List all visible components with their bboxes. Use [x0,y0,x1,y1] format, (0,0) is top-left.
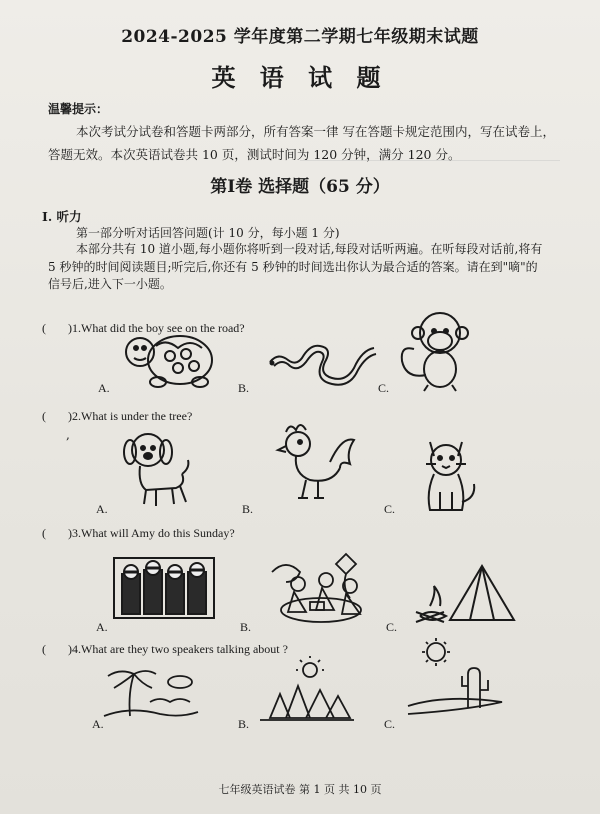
answer-paren-open[interactable]: ( [42,321,46,335]
answer-paren-close: ) [68,642,72,656]
dog-icon [116,428,196,514]
monkey-icon [392,305,482,395]
question-text: 4.What are they two speakers talking about ? [72,642,288,656]
option-c[interactable]: C. [384,502,396,516]
subject-title: 英 语 试 题 [211,63,389,92]
question-2 [42,409,192,424]
answer-paren-open[interactable]: ( [42,409,46,423]
option-a[interactable]: A. [92,717,104,731]
option-c[interactable]: C. [386,620,398,634]
answer-paren-close: ) [68,321,72,335]
turtle-icon [120,318,220,390]
option-b[interactable]: B. [238,381,250,395]
tips-text: 本次考试分试卷和答题卡两部分，所有答案一律 写在答题卡规定范围内，写在试卷上，答题无效。本次英语试卷共 10 页，测试时间为 120 分钟，满分 120 分。 [48,124,555,162]
camping-icon [410,556,520,628]
question-3 [42,526,235,541]
answer-paren-open[interactable]: ( [42,642,46,656]
question-4 [42,642,288,657]
forest-icon [256,656,356,724]
answer-paren-close: ) [68,409,72,423]
option-b[interactable]: B. [242,502,254,516]
exam-title: 2024-2025 学年度第二学期七年级期末试题 [121,27,479,47]
cat-icon [416,432,486,516]
section-subtitle: 第一部分听对话回答问题(计 10 分，每小题 1 分) [76,226,340,240]
option-a[interactable]: A. [96,620,108,634]
page-footer: 七年级英语试卷 第 1 页 共 10 页 [218,783,382,796]
tips-label: 温馨提示： [48,102,109,116]
question-text: 1.What did the boy see on the road? [72,321,245,335]
option-a[interactable]: A. [96,502,108,516]
option-c[interactable]: C. [384,717,396,731]
option-b[interactable]: B. [238,717,250,731]
cinema-icon [110,552,220,624]
question-text: 2.What is under the tree? [72,409,193,423]
answer-paren-close: ) [68,526,72,540]
pen-mark: , [66,428,70,442]
section-title: Ⅰ. 听力 [42,209,82,224]
question-text: 3.What will Amy do this Sunday? [72,526,235,540]
section-instructions: 本部分共有 10 道小题,每小题你将听到一段对话,每段对话听两遍。在听每段对话前,将有 5 秒钟的时间阅读题目;听完后,你还有 5 秒钟的时间选出你认为最合适的答案。请在到"嘀"的信号后,进入下一小题。 [48,242,543,291]
option-b[interactable]: B. [240,620,252,634]
picnic-icon [266,548,376,628]
desert-icon [406,638,506,724]
beach-icon [100,662,200,724]
answer-paren-open[interactable]: ( [42,526,46,540]
snake-icon [262,330,382,390]
option-a[interactable]: A. [98,381,110,395]
rooster-icon [270,418,360,506]
option-c[interactable]: C. [378,381,390,395]
part-title: 第Ⅰ卷 选择题（65 分） [210,177,390,197]
